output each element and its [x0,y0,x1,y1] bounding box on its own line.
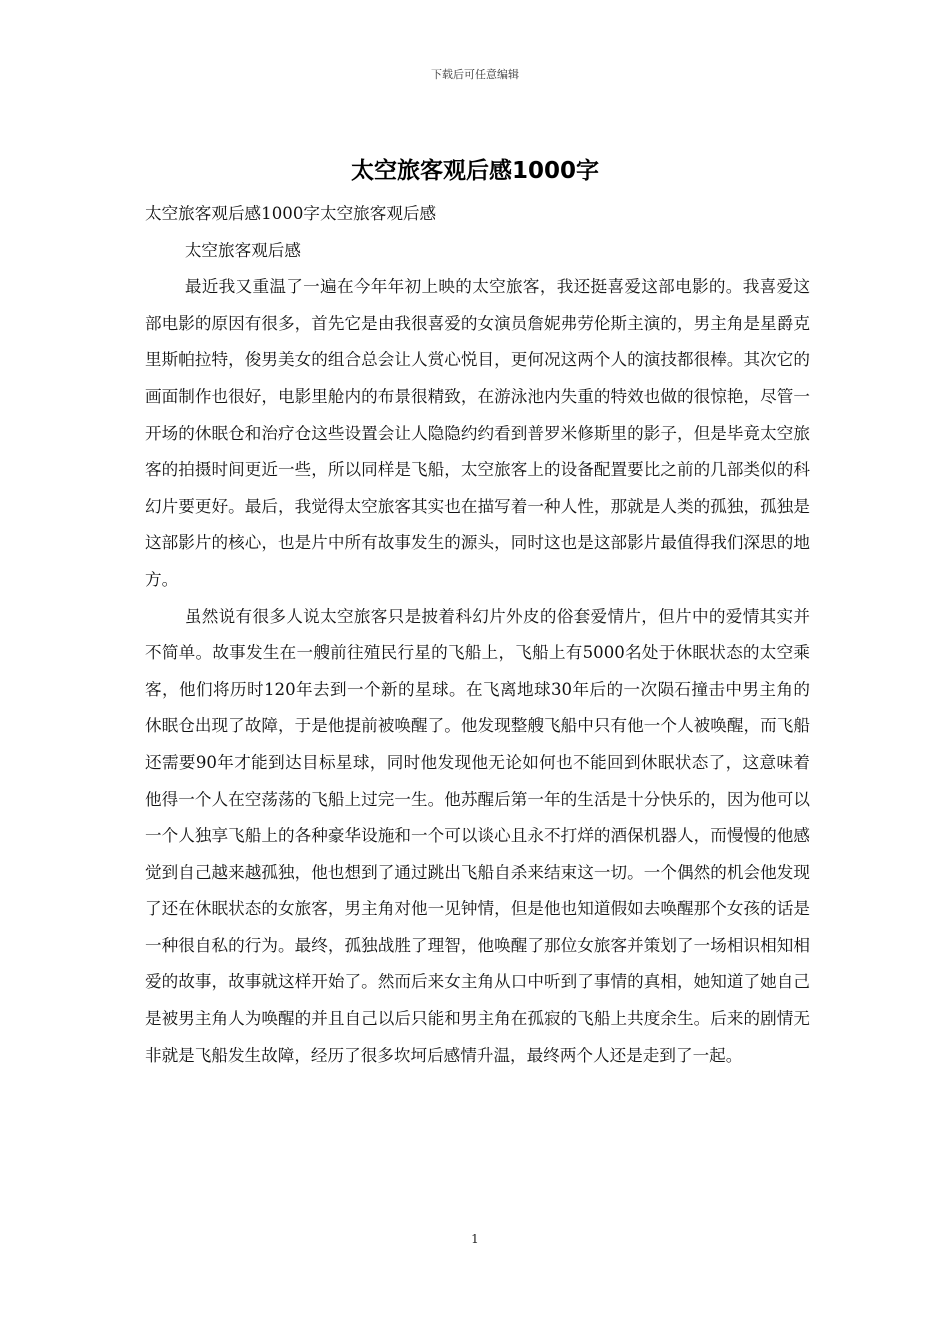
page-header-note: 下载后可任意编辑 [431,68,519,81]
body-paragraph: 最近我又重温了一遍在今年年初上映的太空旅客，我还挺喜爱这部电影的。我喜爱这部电影的原因有很多，首先它是由我很喜爱的女演员詹妮弗劳伦斯主演的，男主角是星爵克里斯帕拉特，俊男美女的组合总会让人赏心悦目，更何况这两个人的演技都很棒。其次它的画面制作也很好，电影里舱内的布景很精致，在游泳池内失重的特效也做的很惊艳，尽管一开场的休眠仓和治疗仓这些设置会让人隐隐约约看到普罗米修斯里的影子，但是毕竟太空旅客的拍摄时间更近一些，所以同样是飞船，太空旅客上的设备配置要比之前的几部类似的科幻片要更好。最后，我觉得太空旅客其实也在描写着一种人性，那就是人类的孤独，孤独是这部影片的核心，也是片中所有故事发生的源头，同时这也是这部影片最值得我们深思的地方。 [145,277,810,589]
section-heading: 太空旅客观后感 [184,240,301,260]
subtitle-line: 太空旅客观后感1000字太空旅客观后感 [145,204,437,223]
page-number: 1 [471,1232,479,1246]
document-body [145,196,810,1074]
body-paragraph: 虽然说有很多人说太空旅客只是披着科幻片外皮的俗套爱情片，但片中的爱情其实并不简单。故事发生在一艘前往殖民行星的飞船上，飞船上有5000名处于休眠状态的太空乘客，他们将历时120年去到一个新的星球。在飞离地球30年后的一次陨石撞击中男主角的休眠仓出现了故障，于是他提前被唤醒了。他发现整艘飞船中只有他一个人被唤醒，而飞船还需要90年才能到达目标星球，同时他发现他无论如何也不能回到休眠状态了，这意味着他得一个人在空荡荡的飞船上过完一生。他苏醒后第一年的生活是十分快乐的，因为他可以一个人独享飞船上的各种豪华设施和一个可以谈心且永不打烊的酒保机器人，而慢慢的他感觉到自己越来越孤独，他也想到了通过跳出飞船自杀来结束这一切。一个偶然的机会他发现了还在休眠状态的女旅客，男主角对他一见钟情，但是他也知道假如去唤醒那个女孩的话是一种很自私的行为。最终，孤独战胜了理智，他唤醒了那位女旅客并策划了一场相识相知相爱的故事，故事就这样开始了。然而后来女主角从口中听到了事情的真相，她知道了她自己是被男主角人为唤醒的并且自己以后只能和男主角在孤寂的飞船上共度余生。后来的剧情无非就是飞船发生故障，经历了很多坎坷后感情升温，最终两个人还是走到了一起。 [145,606,810,1065]
document-title: 太空旅客观后感1000字 [350,158,599,184]
